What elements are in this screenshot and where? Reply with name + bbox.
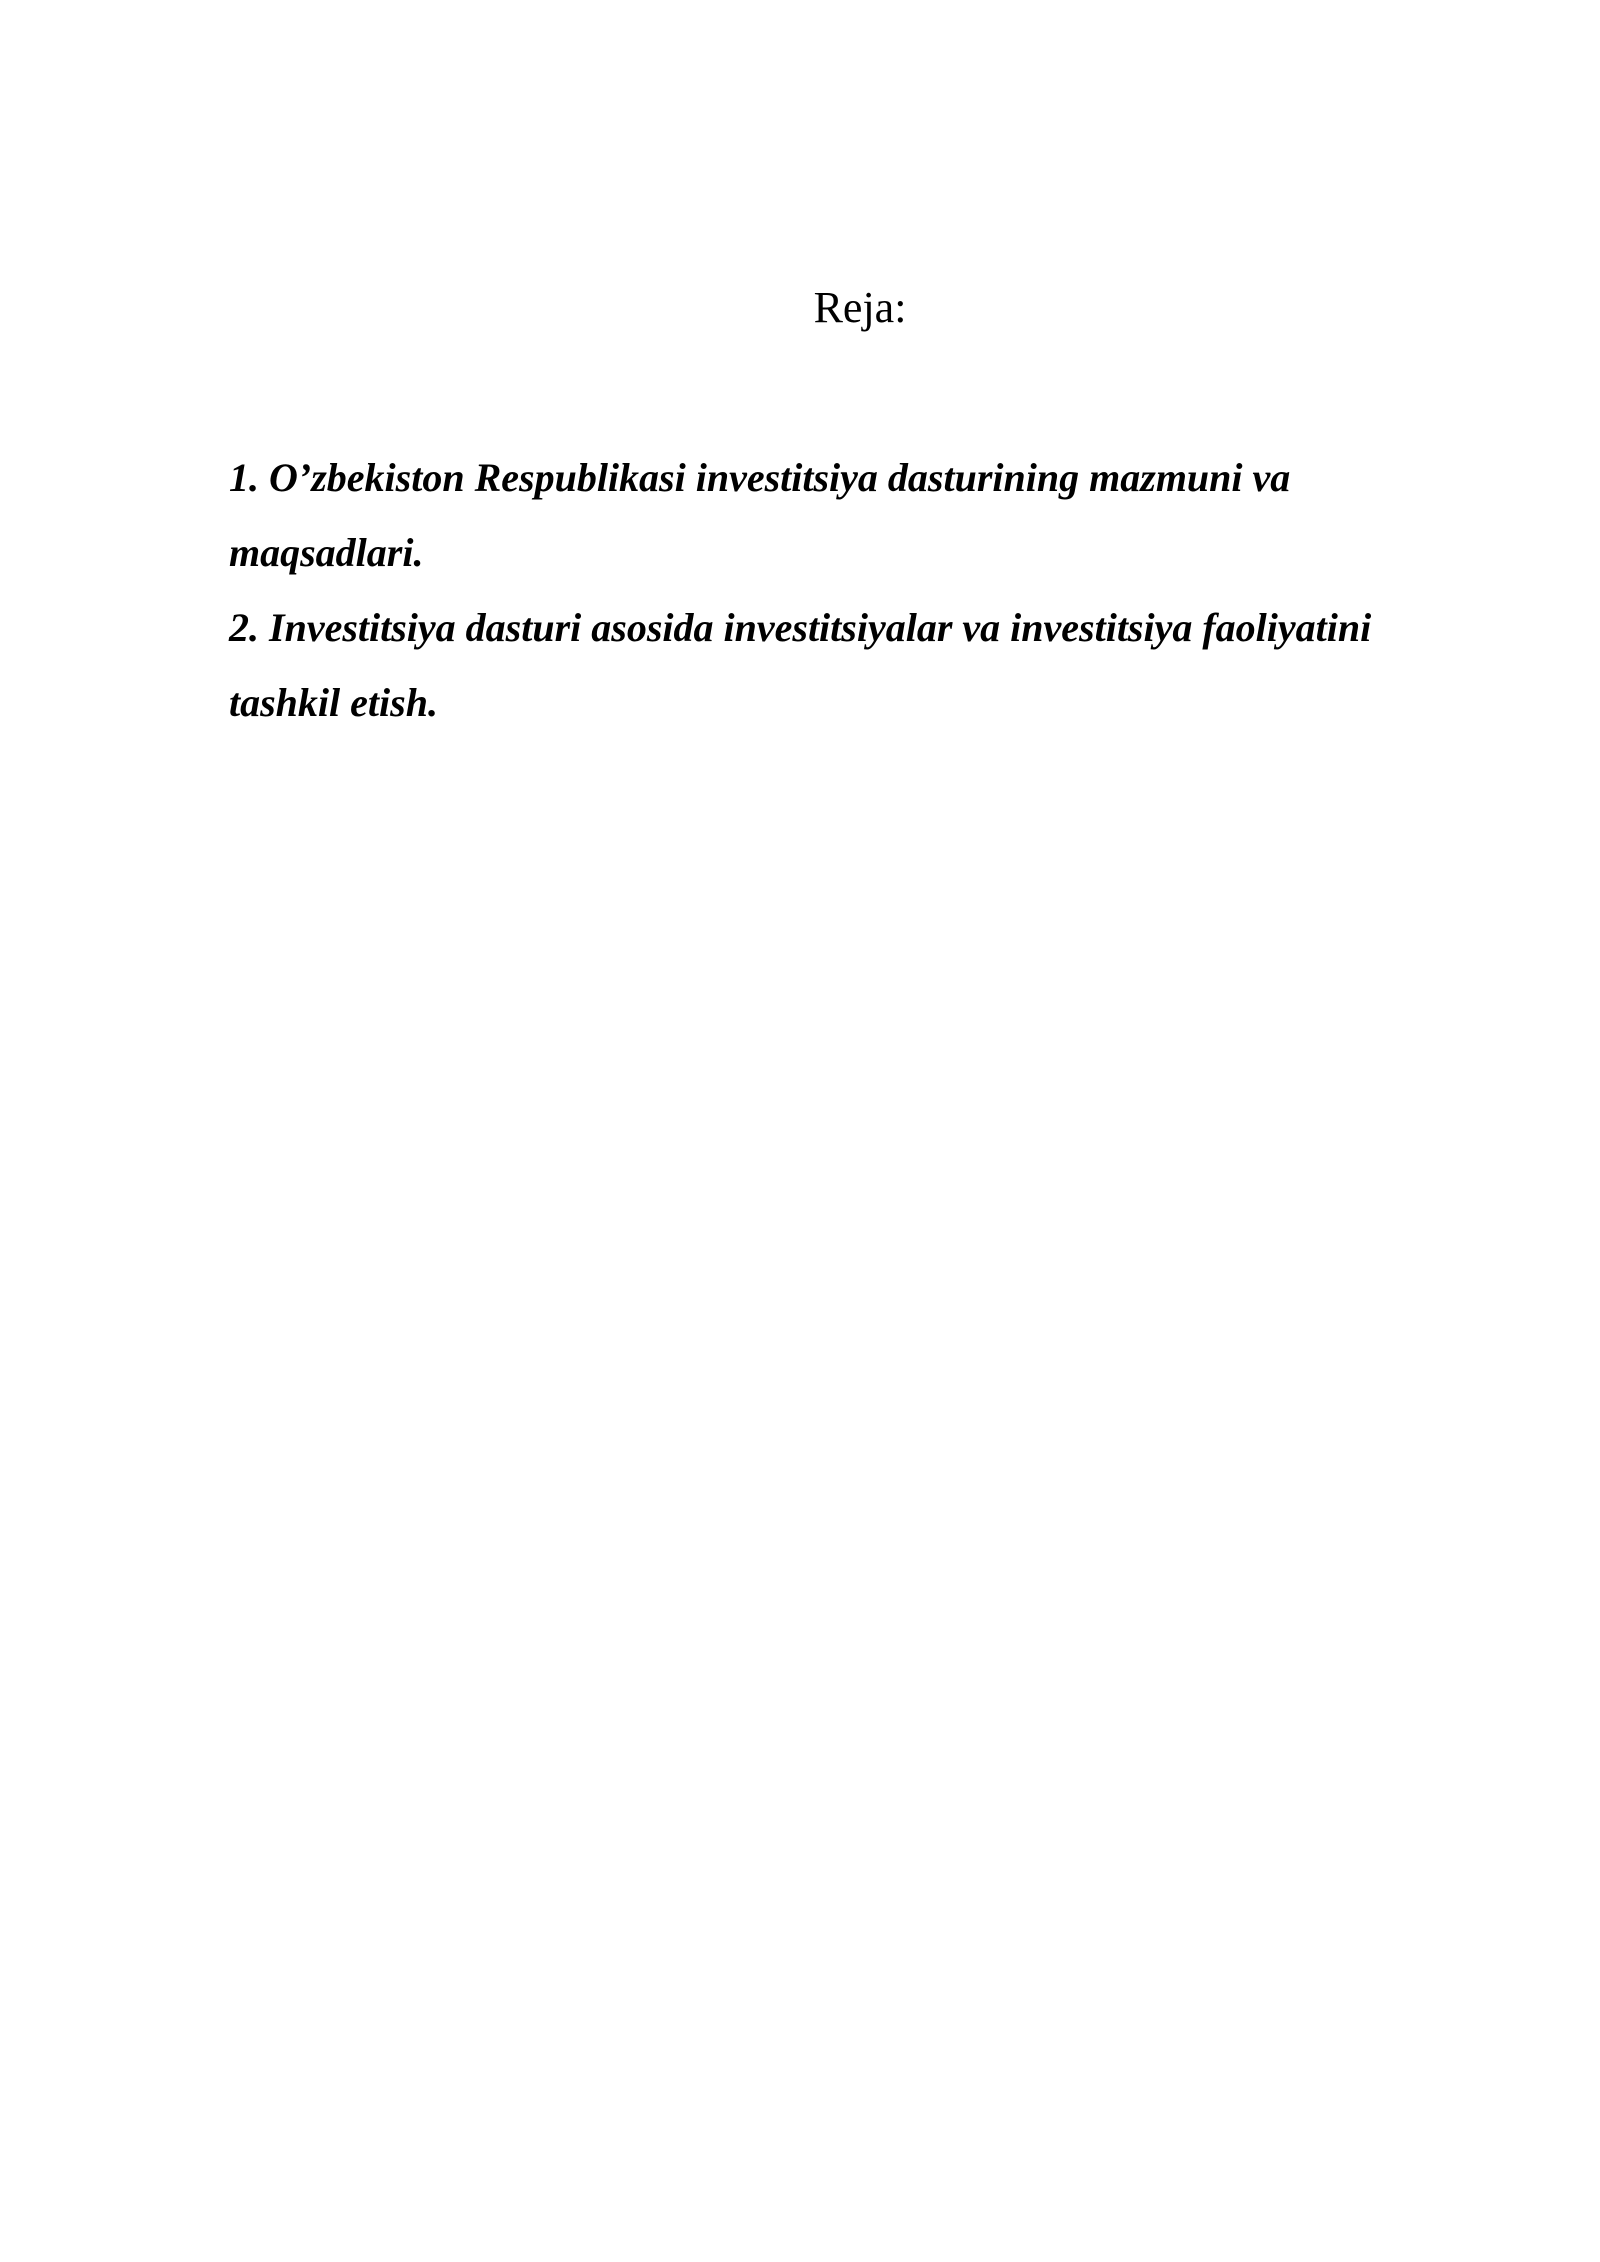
plan-item-2: 2. Investitsiya dasturi asosida investitsiyalar va investitsiya faoliyatini tashkil etish.	[229, 605, 1372, 725]
page-title: Reja:	[813, 283, 907, 332]
plan-item-1: 1. O’zbekiston Respublikasi investitsiya dasturining mazmuni va maqsadlari.	[229, 455, 1291, 575]
plan-list	[229, 440, 1489, 740]
